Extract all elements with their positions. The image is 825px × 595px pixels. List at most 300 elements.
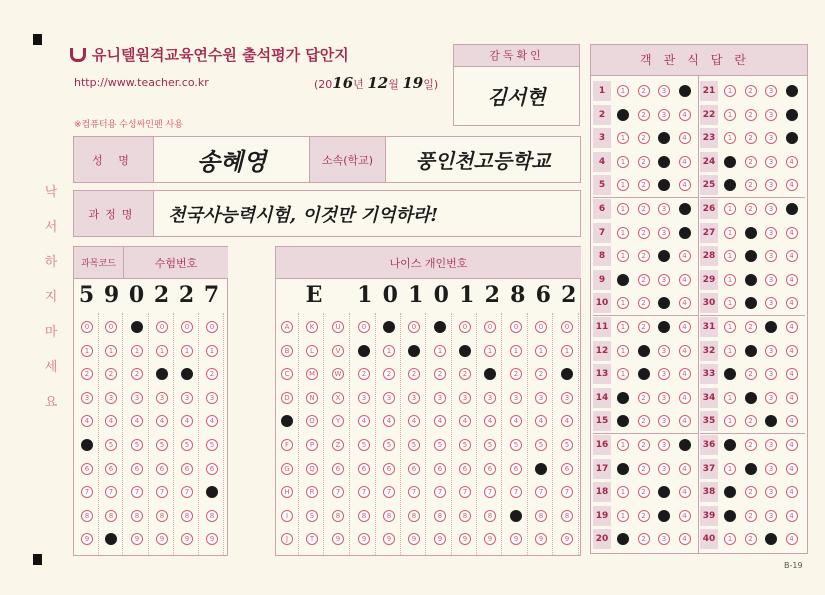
nice-id-letter-bubble[interactable]: I — [281, 510, 293, 522]
exam-number-bubble[interactable]: 0 — [181, 321, 193, 333]
nice-id-digit-bubble[interactable]: 3 — [358, 392, 370, 404]
answer-bubble[interactable]: 4 — [679, 533, 691, 545]
answer-bubble[interactable]: 3 — [765, 132, 777, 144]
answer-bubble[interactable]: 1 — [724, 486, 736, 498]
answer-bubble[interactable]: 1 — [724, 533, 736, 545]
nice-id-digit-bubble[interactable]: 7 — [358, 486, 370, 498]
nice-id-letter-bubble[interactable]: D — [281, 392, 293, 404]
nice-id-letter-bubble[interactable]: U — [332, 321, 344, 333]
nice-id-letter-bubble[interactable]: P — [306, 439, 318, 451]
nice-id-digit-bubble[interactable]: 7 — [383, 486, 395, 498]
answer-bubble[interactable]: 1 — [617, 368, 629, 380]
exam-number-bubble[interactable]: 5 — [181, 439, 193, 451]
exam-number-bubble[interactable]: 4 — [206, 415, 218, 427]
answer-bubble[interactable]: 2 — [638, 274, 650, 286]
answer-bubble[interactable]: 4 — [679, 179, 691, 191]
answer-bubble[interactable]: 3 — [658, 510, 670, 522]
answer-bubble[interactable]: 3 — [658, 486, 670, 498]
nice-id-digit-bubble[interactable]: 6 — [459, 463, 471, 475]
exam-number-bubble[interactable]: 6 — [206, 463, 218, 475]
answer-bubble[interactable]: 4 — [679, 227, 691, 239]
answer-bubble[interactable]: 3 — [765, 439, 777, 451]
answer-bubble[interactable]: 1 — [617, 415, 629, 427]
answer-bubble[interactable]: 1 — [724, 274, 736, 286]
answer-bubble[interactable]: 1 — [724, 345, 736, 357]
exam-number-bubble[interactable]: 2 — [131, 368, 143, 380]
nice-id-digit-bubble[interactable]: 8 — [561, 510, 573, 522]
exam-number-bubble[interactable]: 0 — [156, 321, 168, 333]
answer-bubble[interactable]: 3 — [658, 297, 670, 309]
nice-id-digit-bubble[interactable]: 5 — [459, 439, 471, 451]
nice-id-digit-bubble[interactable]: 8 — [459, 510, 471, 522]
answer-bubble[interactable]: 3 — [658, 321, 670, 333]
nice-id-digit-bubble[interactable]: 0 — [484, 321, 496, 333]
answer-bubble[interactable]: 1 — [617, 227, 629, 239]
answer-bubble[interactable]: 2 — [745, 156, 757, 168]
nice-id-digit-bubble[interactable]: 2 — [383, 368, 395, 380]
answer-bubble[interactable]: 4 — [786, 156, 798, 168]
course-code-bubble[interactable]: 4 — [81, 415, 93, 427]
nice-id-letter-bubble[interactable]: E — [281, 415, 293, 427]
answer-bubble[interactable]: 2 — [638, 463, 650, 475]
exam-number-bubble[interactable]: 2 — [206, 368, 218, 380]
nice-id-letter-bubble[interactable]: V — [332, 345, 344, 357]
answer-bubble[interactable]: 2 — [638, 109, 650, 121]
nice-id-digit-bubble[interactable]: 0 — [459, 321, 471, 333]
answer-bubble[interactable]: 3 — [765, 486, 777, 498]
exam-number-bubble[interactable]: 3 — [206, 392, 218, 404]
answer-bubble[interactable]: 4 — [786, 415, 798, 427]
nice-id-digit-bubble[interactable]: 2 — [535, 368, 547, 380]
answer-bubble[interactable]: 4 — [786, 203, 798, 215]
answer-bubble[interactable]: 4 — [786, 274, 798, 286]
nice-id-letter-bubble[interactable]: F — [281, 439, 293, 451]
answer-bubble[interactable]: 3 — [765, 85, 777, 97]
answer-bubble[interactable]: 1 — [617, 132, 629, 144]
answer-bubble[interactable]: 4 — [679, 297, 691, 309]
answer-bubble[interactable]: 3 — [658, 463, 670, 475]
answer-bubble[interactable]: 1 — [724, 510, 736, 522]
answer-bubble[interactable]: 1 — [724, 463, 736, 475]
nice-id-letter-bubble[interactable]: Z — [332, 439, 344, 451]
answer-bubble[interactable]: 2 — [745, 132, 757, 144]
nice-id-digit-bubble[interactable]: 9 — [358, 533, 370, 545]
nice-id-digit-bubble[interactable]: 0 — [383, 321, 395, 333]
nice-id-digit-bubble[interactable]: 5 — [484, 439, 496, 451]
answer-bubble[interactable]: 3 — [765, 415, 777, 427]
answer-bubble[interactable]: 2 — [638, 415, 650, 427]
nice-id-digit-bubble[interactable]: 7 — [434, 486, 446, 498]
answer-bubble[interactable]: 4 — [786, 368, 798, 380]
nice-id-digit-bubble[interactable]: 8 — [510, 510, 522, 522]
nice-id-digit-bubble[interactable]: 8 — [434, 510, 446, 522]
exam-number-bubble[interactable]: 8 — [206, 510, 218, 522]
answer-bubble[interactable]: 2 — [745, 533, 757, 545]
answer-bubble[interactable]: 3 — [658, 250, 670, 262]
answer-bubble[interactable]: 2 — [745, 321, 757, 333]
course-value[interactable]: 천국사능력시험, 이것만 기억하라! — [168, 204, 439, 226]
nice-id-letter-bubble[interactable]: 8 — [332, 510, 344, 522]
answer-bubble[interactable]: 4 — [679, 156, 691, 168]
nice-id-digit-bubble[interactable]: 8 — [383, 510, 395, 522]
answer-bubble[interactable]: 2 — [638, 533, 650, 545]
nice-id-digit-bubble[interactable]: 9 — [434, 533, 446, 545]
answer-bubble[interactable]: 2 — [745, 227, 757, 239]
answer-bubble[interactable]: 3 — [658, 392, 670, 404]
answer-bubble[interactable]: 1 — [724, 179, 736, 191]
answer-bubble[interactable]: 1 — [724, 203, 736, 215]
answer-bubble[interactable]: 3 — [765, 392, 777, 404]
exam-number-bubble[interactable]: 1 — [156, 345, 168, 357]
exam-number-bubble[interactable]: 8 — [131, 510, 143, 522]
course-code-bubble[interactable]: 8 — [81, 510, 93, 522]
nice-id-letter-bubble[interactable]: X — [332, 392, 344, 404]
exam-number-bubble[interactable]: 7 — [156, 486, 168, 498]
nice-id-digit-bubble[interactable]: 9 — [408, 533, 420, 545]
nice-id-digit-bubble[interactable]: 6 — [383, 463, 395, 475]
answer-bubble[interactable]: 3 — [658, 132, 670, 144]
answer-bubble[interactable]: 2 — [745, 85, 757, 97]
course-code-bubble[interactable]: 7 — [81, 486, 93, 498]
answer-bubble[interactable]: 2 — [745, 368, 757, 380]
answer-bubble[interactable]: 1 — [724, 109, 736, 121]
answer-bubble[interactable]: 2 — [638, 156, 650, 168]
answer-bubble[interactable]: 4 — [786, 533, 798, 545]
answer-bubble[interactable]: 4 — [679, 368, 691, 380]
answer-bubble[interactable]: 3 — [658, 345, 670, 357]
exam-number-bubble[interactable]: 6 — [181, 463, 193, 475]
answer-bubble[interactable]: 1 — [617, 156, 629, 168]
answer-bubble[interactable]: 2 — [745, 486, 757, 498]
answer-bubble[interactable]: 4 — [786, 109, 798, 121]
nice-id-digit-bubble[interactable]: 7 — [561, 486, 573, 498]
nice-id-letter-bubble[interactable]: W — [332, 368, 344, 380]
exam-number-bubble[interactable]: 4 — [131, 415, 143, 427]
answer-bubble[interactable]: 4 — [786, 439, 798, 451]
nice-id-digit-bubble[interactable]: 4 — [510, 415, 522, 427]
nice-id-digit-bubble[interactable]: 5 — [358, 439, 370, 451]
exam-number-bubble[interactable]: 5 — [131, 439, 143, 451]
course-code-bubble[interactable]: 0 — [105, 321, 117, 333]
answer-bubble[interactable]: 3 — [658, 179, 670, 191]
answer-bubble[interactable]: 2 — [638, 392, 650, 404]
answer-bubble[interactable]: 3 — [765, 533, 777, 545]
answer-bubble[interactable]: 4 — [786, 321, 798, 333]
exam-number-bubble[interactable]: 4 — [181, 415, 193, 427]
answer-bubble[interactable]: 4 — [679, 345, 691, 357]
nice-id-digit-bubble[interactable]: 4 — [484, 415, 496, 427]
nice-id-digit-bubble[interactable]: 9 — [535, 533, 547, 545]
exam-number-bubble[interactable]: 8 — [156, 510, 168, 522]
course-code-bubble[interactable]: 1 — [105, 345, 117, 357]
nice-id-letter-bubble[interactable]: 7 — [332, 486, 344, 498]
answer-bubble[interactable]: 2 — [745, 274, 757, 286]
course-code-bubble[interactable]: 6 — [81, 463, 93, 475]
exam-number-bubble[interactable]: 3 — [131, 392, 143, 404]
nice-id-digit-bubble[interactable]: 7 — [510, 486, 522, 498]
answer-bubble[interactable]: 2 — [745, 392, 757, 404]
nice-id-digit-bubble[interactable]: 9 — [459, 533, 471, 545]
nice-id-letter-bubble[interactable]: B — [281, 345, 293, 357]
exam-number-bubble[interactable]: 1 — [131, 345, 143, 357]
exam-number-bubble[interactable]: 0 — [131, 321, 143, 333]
answer-bubble[interactable]: 2 — [638, 227, 650, 239]
answer-bubble[interactable]: 4 — [786, 227, 798, 239]
answer-bubble[interactable]: 4 — [679, 415, 691, 427]
exam-number-bubble[interactable]: 9 — [131, 533, 143, 545]
nice-id-digit-bubble[interactable]: 6 — [434, 463, 446, 475]
answer-bubble[interactable]: 4 — [679, 486, 691, 498]
nice-id-digit-bubble[interactable]: 1 — [434, 345, 446, 357]
nice-id-digit-bubble[interactable]: 5 — [510, 439, 522, 451]
answer-bubble[interactable]: 1 — [617, 345, 629, 357]
answer-bubble[interactable]: 2 — [638, 250, 650, 262]
answer-bubble[interactable]: 4 — [786, 510, 798, 522]
answer-bubble[interactable]: 4 — [679, 203, 691, 215]
answer-bubble[interactable]: 3 — [765, 321, 777, 333]
answer-bubble[interactable]: 1 — [617, 392, 629, 404]
answer-bubble[interactable]: 2 — [745, 250, 757, 262]
answer-bubble[interactable]: 3 — [658, 156, 670, 168]
answer-bubble[interactable]: 4 — [786, 486, 798, 498]
nice-id-digit-bubble[interactable]: 9 — [383, 533, 395, 545]
nice-id-digit-bubble[interactable]: 5 — [408, 439, 420, 451]
answer-bubble[interactable]: 2 — [638, 179, 650, 191]
course-code-bubble[interactable]: 3 — [105, 392, 117, 404]
nice-id-digit-bubble[interactable]: 6 — [561, 463, 573, 475]
exam-number-bubble[interactable]: 1 — [181, 345, 193, 357]
answer-bubble[interactable]: 4 — [679, 510, 691, 522]
nice-id-digit-bubble[interactable]: 1 — [358, 345, 370, 357]
nice-id-digit-bubble[interactable]: 0 — [535, 321, 547, 333]
nice-id-digit-bubble[interactable]: 2 — [408, 368, 420, 380]
answer-bubble[interactable]: 2 — [638, 510, 650, 522]
nice-id-digit-bubble[interactable]: 2 — [459, 368, 471, 380]
nice-id-letter-bubble[interactable]: S — [306, 510, 318, 522]
answer-bubble[interactable]: 4 — [679, 463, 691, 475]
course-code-bubble[interactable]: 1 — [81, 345, 93, 357]
exam-number-bubble[interactable]: 5 — [206, 439, 218, 451]
nice-id-digit-bubble[interactable]: 3 — [408, 392, 420, 404]
nice-id-digit-bubble[interactable]: 1 — [484, 345, 496, 357]
answer-bubble[interactable]: 1 — [617, 109, 629, 121]
nice-id-digit-bubble[interactable]: 8 — [535, 510, 547, 522]
course-code-bubble[interactable]: 2 — [105, 368, 117, 380]
answer-bubble[interactable]: 3 — [765, 368, 777, 380]
nice-id-letter-bubble[interactable]: Y — [332, 415, 344, 427]
nice-id-digit-bubble[interactable]: 0 — [358, 321, 370, 333]
course-code-bubble[interactable]: 0 — [81, 321, 93, 333]
answer-bubble[interactable]: 4 — [679, 250, 691, 262]
course-code-bubble[interactable]: 9 — [81, 533, 93, 545]
nice-id-letter-bubble[interactable]: M — [306, 368, 318, 380]
answer-bubble[interactable]: 1 — [724, 392, 736, 404]
answer-bubble[interactable]: 2 — [745, 109, 757, 121]
answer-bubble[interactable]: 3 — [765, 345, 777, 357]
nice-id-digit-bubble[interactable]: 2 — [484, 368, 496, 380]
answer-bubble[interactable]: 2 — [745, 345, 757, 357]
nice-id-digit-bubble[interactable]: 5 — [434, 439, 446, 451]
answer-bubble[interactable]: 1 — [617, 463, 629, 475]
answer-bubble[interactable]: 3 — [765, 510, 777, 522]
nice-id-digit-bubble[interactable]: 1 — [510, 345, 522, 357]
answer-bubble[interactable]: 3 — [765, 203, 777, 215]
answer-bubble[interactable]: 4 — [679, 392, 691, 404]
exam-number-bubble[interactable]: 3 — [156, 392, 168, 404]
answer-bubble[interactable]: 2 — [638, 132, 650, 144]
nice-id-letter-bubble[interactable]: J — [281, 533, 293, 545]
answer-bubble[interactable]: 1 — [617, 274, 629, 286]
nice-id-digit-bubble[interactable]: 1 — [383, 345, 395, 357]
exam-number-bubble[interactable]: 6 — [156, 463, 168, 475]
answer-bubble[interactable]: 3 — [765, 156, 777, 168]
nice-id-digit-bubble[interactable]: 6 — [358, 463, 370, 475]
exam-number-bubble[interactable]: 8 — [181, 510, 193, 522]
answer-bubble[interactable]: 1 — [617, 297, 629, 309]
affiliation-value[interactable]: 풍인천고등학교 — [415, 149, 551, 173]
answer-bubble[interactable]: 1 — [724, 368, 736, 380]
answer-bubble[interactable]: 3 — [765, 297, 777, 309]
answer-bubble[interactable]: 3 — [765, 250, 777, 262]
answer-bubble[interactable]: 4 — [786, 392, 798, 404]
nice-id-digit-bubble[interactable]: 1 — [408, 345, 420, 357]
nice-id-digit-bubble[interactable]: 2 — [358, 368, 370, 380]
course-code-bubble[interactable]: 2 — [81, 368, 93, 380]
nice-id-digit-bubble[interactable]: 3 — [434, 392, 446, 404]
course-code-bubble[interactable]: 9 — [105, 533, 117, 545]
nice-id-digit-bubble[interactable]: 1 — [535, 345, 547, 357]
answer-bubble[interactable]: 4 — [786, 345, 798, 357]
course-code-bubble[interactable]: 6 — [105, 463, 117, 475]
answer-bubble[interactable]: 2 — [745, 203, 757, 215]
answer-bubble[interactable]: 3 — [658, 227, 670, 239]
answer-bubble[interactable]: 4 — [786, 132, 798, 144]
nice-id-letter-bubble[interactable]: T — [306, 533, 318, 545]
exam-number-bubble[interactable]: 3 — [181, 392, 193, 404]
answer-bubble[interactable]: 4 — [786, 463, 798, 475]
answer-bubble[interactable]: 1 — [724, 321, 736, 333]
answer-bubble[interactable]: 3 — [765, 274, 777, 286]
answer-bubble[interactable]: 4 — [679, 85, 691, 97]
answer-bubble[interactable]: 1 — [617, 179, 629, 191]
nice-id-digit-bubble[interactable]: 3 — [459, 392, 471, 404]
nice-id-digit-bubble[interactable]: 4 — [358, 415, 370, 427]
nice-id-digit-bubble[interactable]: 0 — [408, 321, 420, 333]
answer-bubble[interactable]: 3 — [658, 85, 670, 97]
answer-bubble[interactable]: 3 — [658, 109, 670, 121]
exam-number-bubble[interactable]: 2 — [156, 368, 168, 380]
nice-id-digit-bubble[interactable]: 1 — [561, 345, 573, 357]
nice-id-digit-bubble[interactable]: 4 — [535, 415, 547, 427]
nice-id-digit-bubble[interactable]: 3 — [561, 392, 573, 404]
nice-id-digit-bubble[interactable]: 9 — [484, 533, 496, 545]
answer-bubble[interactable]: 2 — [745, 179, 757, 191]
nice-id-digit-bubble[interactable]: 2 — [434, 368, 446, 380]
nice-id-digit-bubble[interactable]: 2 — [561, 368, 573, 380]
answer-bubble[interactable]: 4 — [679, 439, 691, 451]
nice-id-letter-bubble[interactable]: A — [281, 321, 293, 333]
nice-id-digit-bubble[interactable]: 6 — [484, 463, 496, 475]
answer-bubble[interactable]: 3 — [658, 415, 670, 427]
nice-id-letter-bubble[interactable]: C — [281, 368, 293, 380]
nice-id-digit-bubble[interactable]: 4 — [383, 415, 395, 427]
exam-number-bubble[interactable]: 9 — [206, 533, 218, 545]
nice-id-letter-bubble[interactable]: 9 — [332, 533, 344, 545]
exam-number-bubble[interactable]: 0 — [206, 321, 218, 333]
answer-bubble[interactable]: 2 — [745, 297, 757, 309]
answer-bubble[interactable]: 2 — [638, 439, 650, 451]
nice-id-digit-bubble[interactable]: 3 — [510, 392, 522, 404]
nice-id-digit-bubble[interactable]: 5 — [383, 439, 395, 451]
exam-number-bubble[interactable]: 2 — [181, 368, 193, 380]
nice-id-digit-bubble[interactable]: 1 — [459, 345, 471, 357]
answer-bubble[interactable]: 1 — [617, 486, 629, 498]
answer-bubble[interactable]: 3 — [765, 109, 777, 121]
answer-bubble[interactable]: 2 — [638, 85, 650, 97]
answer-bubble[interactable]: 2 — [745, 510, 757, 522]
answer-bubble[interactable]: 2 — [745, 439, 757, 451]
answer-bubble[interactable]: 4 — [679, 274, 691, 286]
nice-id-letter-bubble[interactable]: K — [306, 321, 318, 333]
nice-id-letter-bubble[interactable]: Q — [306, 463, 318, 475]
answer-bubble[interactable]: 1 — [724, 250, 736, 262]
answer-bubble[interactable]: 2 — [638, 297, 650, 309]
nice-id-digit-bubble[interactable]: 2 — [510, 368, 522, 380]
course-code-bubble[interactable]: 5 — [81, 439, 93, 451]
nice-id-digit-bubble[interactable]: 6 — [510, 463, 522, 475]
nice-id-letter-bubble[interactable]: G — [281, 463, 293, 475]
answer-bubble[interactable]: 3 — [765, 463, 777, 475]
answer-bubble[interactable]: 1 — [617, 533, 629, 545]
exam-number-bubble[interactable]: 9 — [156, 533, 168, 545]
exam-number-bubble[interactable]: 6 — [131, 463, 143, 475]
nice-id-digit-bubble[interactable]: 4 — [459, 415, 471, 427]
answer-bubble[interactable]: 1 — [724, 132, 736, 144]
answer-bubble[interactable]: 1 — [617, 321, 629, 333]
answer-bubble[interactable]: 2 — [638, 368, 650, 380]
answer-bubble[interactable]: 1 — [724, 297, 736, 309]
exam-number-bubble[interactable]: 7 — [206, 486, 218, 498]
nice-id-digit-bubble[interactable]: 4 — [434, 415, 446, 427]
nice-id-digit-bubble[interactable]: 4 — [408, 415, 420, 427]
answer-bubble[interactable]: 2 — [745, 415, 757, 427]
nice-id-digit-bubble[interactable]: 8 — [408, 510, 420, 522]
course-code-bubble[interactable]: 8 — [105, 510, 117, 522]
answer-bubble[interactable]: 4 — [786, 85, 798, 97]
answer-bubble[interactable]: 2 — [638, 321, 650, 333]
nice-id-digit-bubble[interactable]: 7 — [408, 486, 420, 498]
nice-id-digit-bubble[interactable]: 7 — [484, 486, 496, 498]
nice-id-digit-bubble[interactable]: 9 — [561, 533, 573, 545]
answer-bubble[interactable]: 4 — [679, 321, 691, 333]
answer-bubble[interactable]: 1 — [724, 439, 736, 451]
nice-id-letter-bubble[interactable]: O — [306, 415, 318, 427]
answer-bubble[interactable]: 3 — [658, 274, 670, 286]
nice-id-digit-bubble[interactable]: 5 — [535, 439, 547, 451]
nice-id-letter-bubble[interactable]: 6 — [332, 463, 344, 475]
answer-bubble[interactable]: 4 — [679, 109, 691, 121]
answer-bubble[interactable]: 3 — [765, 179, 777, 191]
answer-bubble[interactable]: 2 — [745, 463, 757, 475]
answer-bubble[interactable]: 1 — [724, 156, 736, 168]
nice-id-letter-bubble[interactable]: N — [306, 392, 318, 404]
nice-id-digit-bubble[interactable]: 8 — [484, 510, 496, 522]
answer-bubble[interactable]: 1 — [617, 510, 629, 522]
answer-bubble[interactable]: 3 — [658, 368, 670, 380]
nice-id-digit-bubble[interactable]: 8 — [358, 510, 370, 522]
answer-bubble[interactable]: 1 — [724, 85, 736, 97]
answer-bubble[interactable]: 1 — [617, 85, 629, 97]
